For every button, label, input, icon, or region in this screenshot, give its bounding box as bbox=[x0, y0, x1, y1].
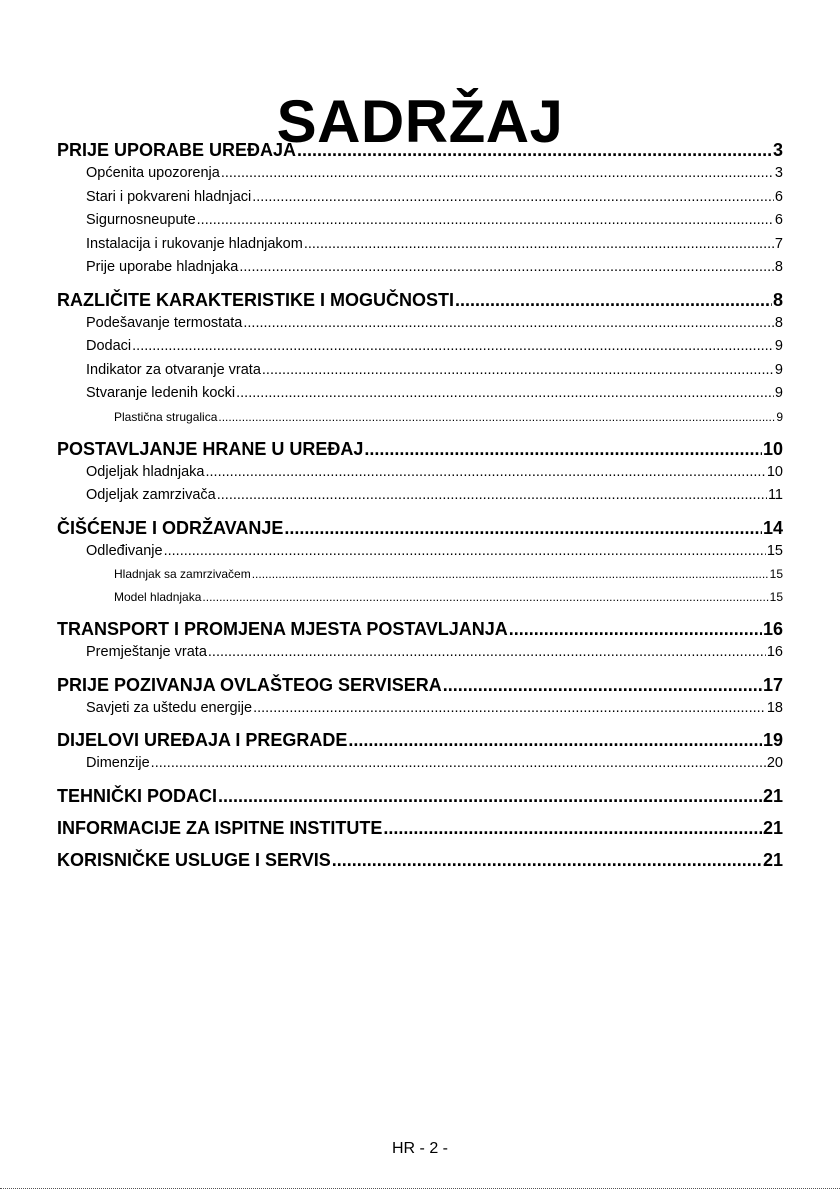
toc-section-entry[interactable] bbox=[57, 382, 783, 406]
toc-entry-title: Stvaranje ledenih kocki bbox=[86, 385, 236, 401]
toc-entry-title: Savjeti za uštedu energije bbox=[86, 699, 253, 716]
toc-chapter-entry[interactable] bbox=[57, 516, 783, 540]
toc-chapter-entry[interactable] bbox=[57, 288, 783, 312]
toc-dot-leader bbox=[443, 673, 762, 697]
toc-section-entry[interactable] bbox=[57, 359, 783, 383]
toc-page-number: 15 bbox=[766, 542, 783, 559]
toc-dot-leader bbox=[304, 233, 774, 257]
toc-page-number: 6 bbox=[774, 212, 783, 228]
toc-page-number: 10 bbox=[766, 463, 783, 480]
toc-entry-title: KORISNIČKE USLUGE I SERVIS bbox=[57, 849, 331, 870]
toc-entry-title: Plastična strugalica bbox=[114, 409, 218, 424]
toc-entry-title: ČIŠĆENJE I ODRŽAVANJE bbox=[57, 517, 284, 538]
table-of-contents bbox=[57, 138, 783, 872]
toc-dot-leader bbox=[164, 540, 766, 564]
toc-page-number: 21 bbox=[762, 849, 783, 870]
toc-page-number: 9 bbox=[774, 338, 783, 354]
toc-dot-leader bbox=[218, 784, 762, 808]
toc-page-number: 6 bbox=[774, 188, 783, 205]
toc-page-number: 9 bbox=[774, 385, 783, 401]
toc-section-entry[interactable] bbox=[57, 186, 783, 210]
toc-entry-title: Indikator za otvaranje vrata bbox=[86, 361, 261, 378]
toc-page-number: 14 bbox=[762, 517, 783, 538]
toc-entry-title: TEHNIČKI PODACI bbox=[57, 785, 218, 806]
toc-entry-title: Prije uporabe hladnjaka bbox=[86, 259, 239, 275]
toc-entry-title: Sigurnosneupute bbox=[86, 212, 196, 228]
toc-page-number: 21 bbox=[762, 817, 783, 838]
toc-section-entry[interactable] bbox=[57, 209, 783, 233]
toc-chapter-entry[interactable] bbox=[57, 728, 783, 752]
toc-dot-leader bbox=[218, 406, 775, 429]
toc-entry-title: Hladnjak sa zamrzivačem bbox=[114, 567, 251, 581]
toc-page-number: 9 bbox=[774, 361, 783, 378]
toc-page-number: 16 bbox=[766, 644, 783, 660]
toc-page-number: 3 bbox=[772, 140, 783, 160]
toc-page-number: 20 bbox=[766, 755, 783, 771]
toc-chapter-entry[interactable] bbox=[57, 617, 783, 641]
toc-chapter-entry[interactable] bbox=[57, 816, 783, 840]
toc-dot-leader bbox=[252, 563, 769, 586]
toc-dot-leader bbox=[297, 138, 772, 162]
toc-section-entry[interactable] bbox=[57, 641, 783, 665]
toc-entry-title: Premještanje vrata bbox=[86, 644, 207, 660]
toc-entry-title: Instalacija i rukovanje hladnjakom bbox=[86, 235, 303, 252]
toc-chapter-entry[interactable] bbox=[57, 437, 783, 461]
toc-subsection-entry[interactable] bbox=[57, 406, 783, 429]
toc-entry-title: Dodaci bbox=[86, 338, 132, 354]
toc-entry-title: RAZLIČITE KARAKTERISTIKE I MOGUČNOSTI bbox=[57, 289, 454, 310]
toc-entry-title: DIJELOVI UREĐAJA I PREGRADE bbox=[57, 730, 348, 750]
toc-dot-leader bbox=[509, 617, 762, 641]
toc-dot-leader bbox=[243, 312, 774, 336]
toc-section-entry[interactable] bbox=[57, 312, 783, 336]
toc-section-entry[interactable] bbox=[57, 335, 783, 359]
toc-dot-leader bbox=[236, 382, 774, 406]
toc-page-number: 8 bbox=[772, 289, 783, 310]
toc-page-number: 17 bbox=[762, 674, 783, 695]
toc-section-entry[interactable] bbox=[57, 697, 783, 721]
toc-page-number: 7 bbox=[774, 235, 783, 252]
toc-subsection-entry[interactable] bbox=[57, 563, 783, 586]
toc-entry-title: Dimenzije bbox=[86, 755, 150, 771]
toc-entry-title: Odleđivanje bbox=[86, 542, 163, 559]
toc-entry-title: PRIJE POZIVANJA OVLAŠTEOG SERVISERA bbox=[57, 674, 442, 695]
toc-dot-leader bbox=[253, 697, 766, 721]
toc-section-entry[interactable] bbox=[57, 256, 783, 280]
toc-page-number: 8 bbox=[774, 259, 783, 275]
toc-page-number: 9 bbox=[776, 409, 783, 424]
toc-page-number: 19 bbox=[762, 730, 783, 750]
toc-page-number: 11 bbox=[767, 487, 783, 503]
toc-dot-leader bbox=[383, 816, 762, 840]
toc-page-number: 21 bbox=[762, 785, 783, 806]
toc-entry-title: Odjeljak hladnjaka bbox=[86, 463, 205, 480]
toc-entry-title: INFORMACIJE ZA ISPITNE INSTITUTE bbox=[57, 817, 383, 838]
toc-section-entry[interactable] bbox=[57, 752, 783, 776]
toc-entry-title: POSTAVLJANJE HRANE U UREĐAJ bbox=[57, 438, 364, 459]
toc-page-number: 3 bbox=[774, 165, 783, 181]
toc-dot-leader bbox=[197, 209, 774, 233]
toc-entry-title: Model hladnjaka bbox=[114, 590, 202, 604]
toc-section-entry[interactable] bbox=[57, 484, 783, 508]
toc-page-number: 18 bbox=[766, 699, 783, 716]
toc-dot-leader bbox=[202, 586, 768, 609]
toc-dot-leader bbox=[151, 752, 766, 776]
toc-dot-leader bbox=[455, 288, 772, 312]
toc-entry-title: Stari i pokvareni hladnjaci bbox=[86, 188, 252, 205]
toc-entry-title: Odjeljak zamrzivača bbox=[86, 487, 216, 503]
toc-dot-leader bbox=[206, 461, 766, 485]
toc-section-entry[interactable] bbox=[57, 461, 783, 485]
toc-dot-leader bbox=[208, 641, 766, 665]
toc-subsection-entry[interactable] bbox=[57, 586, 783, 609]
page-number-footer: HR - 2 - bbox=[392, 1140, 448, 1157]
toc-dot-leader bbox=[284, 516, 762, 540]
page-title: SADRŽAJ bbox=[276, 88, 564, 156]
toc-dot-leader bbox=[364, 437, 762, 461]
toc-chapter-entry[interactable] bbox=[57, 138, 783, 162]
toc-page-number: 15 bbox=[769, 567, 783, 581]
toc-entry-title: Podešavanje termostata bbox=[86, 314, 243, 331]
toc-section-entry[interactable] bbox=[57, 540, 783, 564]
toc-chapter-entry[interactable] bbox=[57, 673, 783, 697]
toc-section-entry[interactable] bbox=[57, 233, 783, 257]
toc-dot-leader bbox=[332, 848, 762, 872]
toc-dot-leader bbox=[221, 162, 774, 186]
toc-entry-title: Općenita upozorenja bbox=[86, 165, 220, 181]
toc-dot-leader bbox=[348, 728, 762, 752]
toc-page-number: 10 bbox=[762, 438, 783, 459]
toc-page-number: 15 bbox=[769, 590, 783, 604]
toc-section-entry[interactable] bbox=[57, 162, 783, 186]
toc-dot-leader bbox=[252, 186, 774, 210]
toc-page-number: 16 bbox=[762, 619, 783, 639]
toc-chapter-entry[interactable] bbox=[57, 784, 783, 808]
toc-entry-title: TRANSPORT I PROMJENA MJESTA POSTAVLJANJA bbox=[57, 619, 508, 639]
bottom-dotted-rule bbox=[0, 1188, 840, 1189]
toc-dot-leader bbox=[239, 256, 774, 280]
toc-dot-leader bbox=[217, 484, 767, 508]
toc-dot-leader bbox=[132, 335, 774, 359]
toc-page-number: 8 bbox=[774, 314, 783, 331]
toc-chapter-entry[interactable] bbox=[57, 848, 783, 872]
toc-dot-leader bbox=[262, 359, 774, 383]
toc-entry-title: PRIJE UPORABE UREĐAJA bbox=[57, 140, 297, 160]
